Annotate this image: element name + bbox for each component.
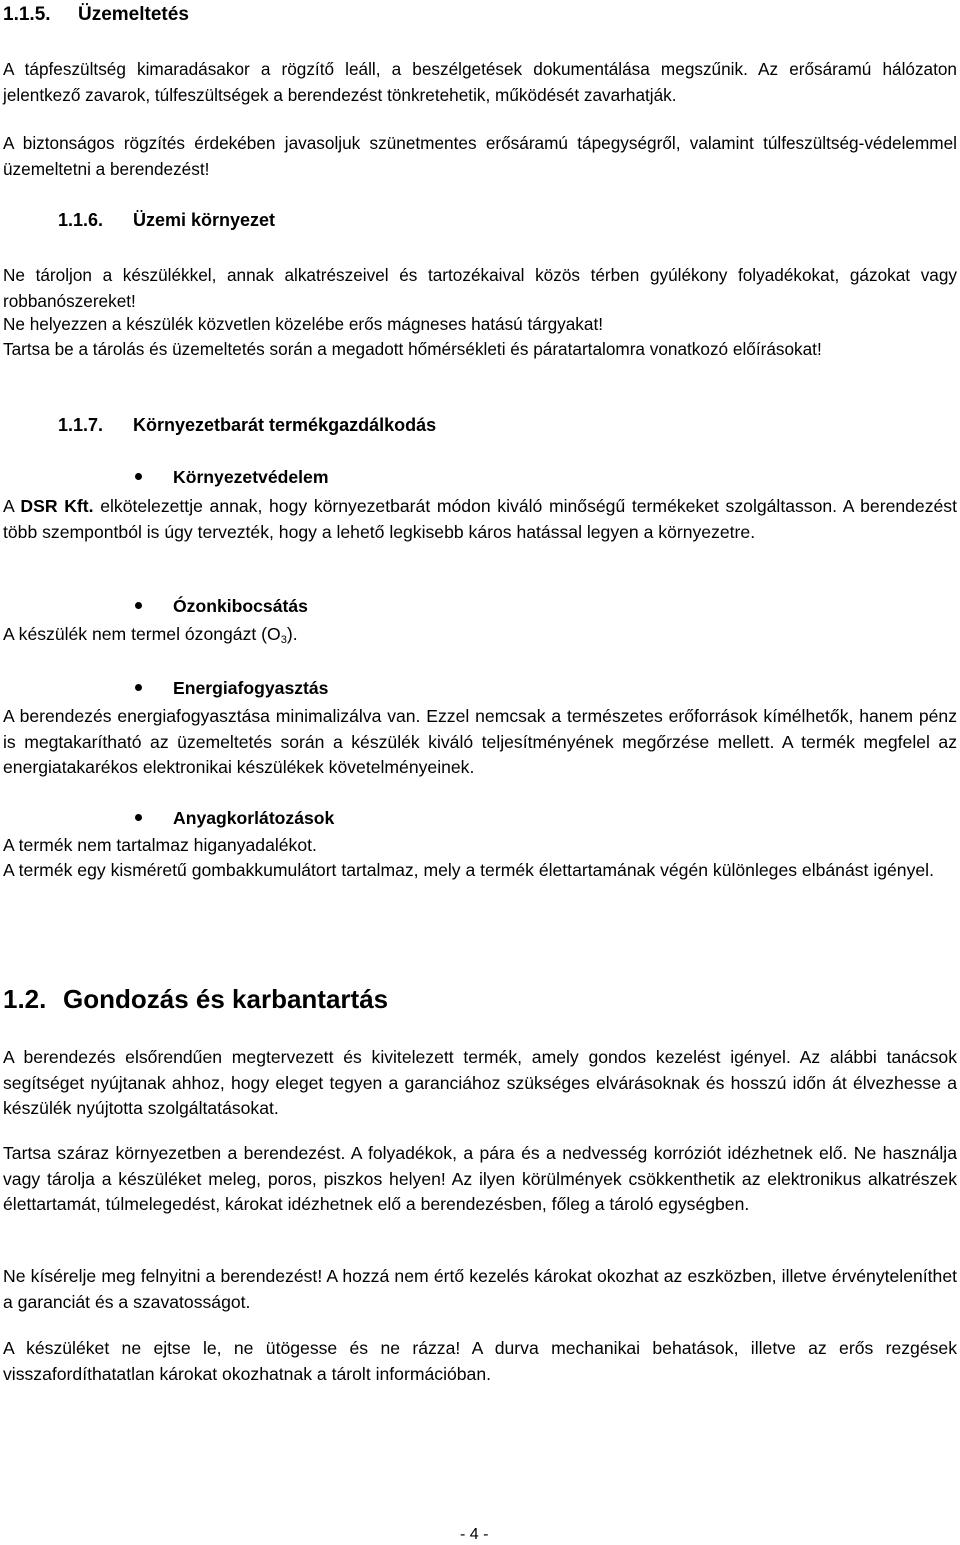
paragraph-flammables: Ne tároljon a készülékkel, annak alkatrészeivel és tartozékaival közös térben gyúlékony folyadékokat, gázokat vagy robbanószereket! <box>3 265 957 311</box>
bullet-title: Anyagkorlátozások <box>173 808 335 828</box>
paragraph-care-intro: A berendezés elsőrendűen megtervezett és kivitelezett termék, amely gondos kezelést igényel. Az alábbi tanácsok segítséget nyújtanak ahhoz, hogy eleget tegyen a garanciához szükséges elvárásoknak és hosszú időn át élvezhesse a készülék nyújtotta szolgáltatásokat. <box>3 1047 957 1119</box>
bullet-dot-icon <box>135 814 142 821</box>
section-1-1-6-heading <box>58 207 275 233</box>
section-number: 1.1.5. <box>3 4 51 25</box>
text-part: A készülék nem termel ózongázt (O <box>3 624 281 644</box>
section-1-1-7-heading <box>58 412 436 438</box>
bullet-materials <box>173 805 334 831</box>
bullet-ozone <box>173 593 308 619</box>
text-part: ). <box>286 624 298 644</box>
company-name: DSR Kft. <box>20 496 94 516</box>
section-number: 1.1.7. <box>58 415 104 435</box>
paragraph-power-outage: A tápfeszültség kimaradásakor a rögzítő leáll, a beszélgetések dokumentálása megszűnik. Az erősáramú hálózaton jelentkező zavarok, túlfeszültségek a berendezést tönkretehetik, működését zavarhatják. <box>3 59 957 105</box>
paragraph-do-not-drop: A készüléket ne ejtse le, ne ütögesse és ne rázza! A durva mechanikai behatások, illetve az erős rezgések visszafordíthatatlan károkat okozhatnak a tárolt információban. <box>3 1338 957 1384</box>
section-title: Környezetbarát termékgazdálkodás <box>133 415 437 435</box>
subscript: 3 <box>280 634 287 646</box>
section-1-2-heading <box>3 982 388 1016</box>
bullet-dot-icon <box>135 473 142 480</box>
paragraph-environment <box>3 494 957 545</box>
section-title: Üzemeltetés <box>78 4 189 25</box>
bullet-environment <box>173 464 328 490</box>
bullet-title: Ózonkibocsátás <box>173 596 308 616</box>
bullet-title: Környezetvédelem <box>173 467 329 487</box>
paragraph-safe-recording: A biztonságos rögzítés érdekében javasoljuk szünetmentes erősáramú tápegységről, valamint túlfeszültség-védelemmel üzemeltetni a berendezést! <box>3 133 957 179</box>
paragraph-energy: A berendezés energiafogyasztása minimalizálva van. Ezzel nemcsak a természetes erőforrások kímélhetők, hanem pénz is megtakarítható az üzemeltetés során a készülék kiváló teljesítményének megőrzése mellett. A termék megfelel az energiatakarékos elektronikai készülékek követelményeinek. <box>3 706 957 778</box>
paragraph-storage-conditions: Tartsa be a tárolás és üzemeltetés során a megadott hőmérsékleti és páratartalomra vonatkozó előírásokat! <box>3 339 822 359</box>
text-part: elkötelezettje annak, hogy környezetbarát módon kiváló minőségű termékeket szolgáltasson. A berendezést több szempontból is úgy tervezték, hogy a lehető legkisebb káros hatással legyen a környezetre. <box>3 496 957 542</box>
paragraph-ozone <box>3 622 957 648</box>
page-number: - 4 - <box>460 1526 489 1543</box>
bullet-dot-icon <box>135 684 142 691</box>
paragraph-mercury: A termék nem tartalmaz higanyadalékot. <box>3 835 317 855</box>
section-number: 1.1.6. <box>58 210 104 230</box>
text-part: A <box>3 496 21 516</box>
bullet-energy <box>173 675 328 701</box>
bullet-dot-icon <box>135 602 142 609</box>
section-title: Gondozás és karbantartás <box>63 984 389 1014</box>
paragraph-do-not-open: Ne kísérelje meg felnyitni a berendezést! A hozzá nem értő kezelés károkat okozhat az eszközben, illetve érvényteleníthet a garanciát és a szavatosságot. <box>3 1266 957 1312</box>
paragraph-battery: A termék egy kisméretű gombakkumulátort tartalmaz, mely a termék élettartamának végén különleges elbánást igényel. <box>3 860 934 880</box>
section-1-1-5-heading <box>3 2 189 28</box>
section-title: Üzemi környezet <box>133 210 276 230</box>
section-number: 1.2. <box>3 984 47 1014</box>
paragraph-magnetic: Ne helyezzen a készülék közvetlen közelébe erős mágneses hatású tárgyakat! <box>3 314 603 334</box>
paragraph-dry-environment: Tartsa száraz környezetben a berendezést. A folyadékok, a pára és a nedvesség korróziót idézhetnek elő. Ne használja vagy tárolja a készüléket meleg, poros, piszkos helyen! Az ilyen körülmények csökkenthetik az elektronikus alkatrészek élettartamát, túlmelegedést, károkat idézhetnek elő a berendezésben, főleg a tároló egységben. <box>3 1143 957 1215</box>
bullet-title: Energiafogyasztás <box>173 678 329 698</box>
